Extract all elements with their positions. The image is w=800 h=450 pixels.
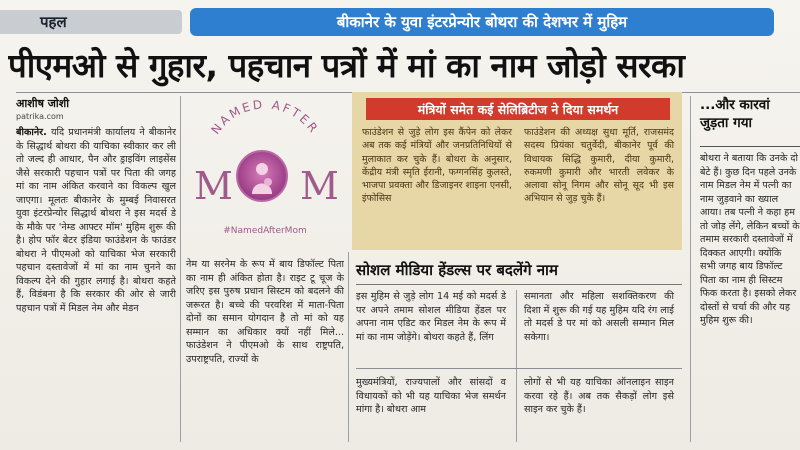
sidebar-title: ...और कारवां जुड़ता गया — [700, 97, 770, 131]
support-box — [352, 92, 682, 250]
article-column-1 — [16, 126, 176, 442]
social-left-top: इस मुहिम से जुड़े लोग 14 मई को मदर्स डे पर अपने तमाम सोशल मीडिया हेंडल पर अपना नाम एडिट कर मिडल नेम के रूप में मां का नाम जोड़ेंगे। बोथरा कहते हैं, लिंग — [356, 291, 506, 343]
dateline: बीकानेर. — [16, 127, 47, 138]
social-left-bottom: मुख्यमंत्रियों, राज्यपालों और सांसदों व विधायकों को भी यह याचिका भेज समर्थन मांगा है। बोथरा आम — [356, 377, 506, 415]
named-after-mom-logo — [186, 94, 344, 250]
headline: पीएमओ से गुहार, पहचान पत्रों में मां का नाम जोड़ो सरका — [8, 46, 685, 85]
support-box-title: मंत्रियों समेत कई सेलिब्रिटीज ने दिया समर्थन — [366, 98, 670, 120]
support-box-left: फाउंडेशन से जुड़े लोग इस कैंपेन को लेकर अब तक कई मंत्रियों और जनप्रतिनिधियों से मुलाकात कर चुके हैं। बोथरा के अनुसार, केंद्रीय मंत्री स्मृति ईरानी, फग्गनसिंह कुलस्ते, भाजपा प्रवक्ता और डिजाइनर शाइना एनसी, इंफोसिस — [362, 127, 512, 205]
svg-text:NAMED AFTER: NAMED AFTER — [208, 98, 322, 137]
social-title-rule — [356, 284, 682, 285]
mother-child-icon — [236, 150, 288, 202]
logo-letter-left: M — [194, 164, 233, 208]
social-mid-rule — [356, 368, 682, 369]
logo-arc-text — [186, 98, 344, 158]
section-label: पहल — [0, 10, 182, 34]
support-box-right: फाउंडेशन की अध्यक्ष सुधा मूर्ति, राजसमंद सदस्य प्रियंका चतुर्वेदी, बीकानेर पूर्व की विधायक सिद्धि कुमारी, दीया कुमारी, रुकमणी कुमारी और भारती लवेकर के अलावा सोनू निगम और सोनू सूद भी इस अभियान से जुड़ चुके हैं। — [524, 127, 674, 205]
author-name: आशीष जोशी — [16, 97, 70, 110]
column-rule-4 — [690, 96, 691, 442]
social-section-title: सोशल मीडिया हेंडल्स पर बदलेंगे नाम — [356, 261, 558, 279]
column-rule-3 — [516, 290, 517, 442]
column-rule-2 — [348, 252, 349, 442]
byline — [16, 96, 176, 121]
social-right-top: समानता और महिला सशक्तिकरण की दिशा में शुरू की गई यह मुहिम यदि रंग लाई तो मदर्स डे पर मां को असली सम्मान मिल सकेगा। — [524, 291, 674, 343]
site-name: patrika.com — [16, 112, 64, 121]
sidebar-title-rule — [700, 146, 800, 147]
social-right-bottom: लोगों से भी यह याचिका ऑनलाइन साइन करवा रहे हैं। अब तक सैकड़ों लोग इसे साइन कर चुके हैं। — [524, 377, 674, 415]
top-bar — [0, 6, 800, 38]
article-column-1-body: यदि प्रधानमंत्री कार्यालय ने बीकानेर के सिद्धार्थ बोथरा की याचिका स्वीकार कर ली तो जल्द ही आधार, पैन और ड्राइविंग लाइसेंस जैसे सरकारी पहचान पत्रों पर पिता की जगह मां का नाम अंकित करवाने का विकल्प खुल जाएगा। मूलतः बीकानेर के मुम्बई निवासरत युवा इंटरप्रेन्योर सिद्धार्थ बोथरा ने इस मदर्स डे के मौके पर 'नेम्ड आफ्टर मॉम' मुहिम शुरू की है। होप फॉर बेटर इंडिया फाउंडेशन के फाउंडर बोथरा ने पीएमओ को याचिका भेज सरकारी पहचान दस्तावेजों में मां का नाम चुनने का विकल्प देने की गुहार लगाई है। बोथरा कहते हैं, विडंबना है कि सरकार की ओर से जारी पहचान पत्रों में मिडल नेम और मेडन — [16, 127, 176, 314]
kicker-banner: बीकानेर के युवा इंटरप्रेन्योर बोथरा की देशभर में मुहिम — [190, 8, 774, 36]
article-column-2: नेम या सरनेम के रूप में बाय डिफॉल्ट पिता का नाम ही अंकित होता है। राइट टू चूज के जरिए इस पुरुष प्रधान सिस्टम को बदलने की जरूरत है। बच्चे की परवरिश में माता-पिता दोनों का समान योगदान है तो मां को यह सम्मान का अधिकार क्यों नहीं मिले... फाउंडेशन ने पीएमओ के साथ राष्ट्रपति, उपराष्ट्रपति, राज्यों के — [186, 259, 344, 365]
column-rule-1 — [180, 96, 181, 442]
logo-letter-right: M — [300, 164, 339, 208]
logo-hashtag: #NamedAfterMom — [223, 226, 307, 236]
sidebar-body: बोथरा ने बताया कि उनके दो बेटे हैं। कुछ दिन पहले उनके नाम मिडल नेम में पत्नी का नाम जुड़वाने का ख्याल आया। तब पत्नी ने कहा हम तो जोड़ लेंगे, लेकिन बच्चों के तमाम सरकारी दस्तावेजों में दिक्कत आएगी। क्योंकि सभी जगह बाय डिफॉल्ट पिता का नाम ही सिस्टम फिक करता है। इसको लेकर दोस्तों से चर्चा की और यह मुहिम शुरू की। — [700, 153, 800, 326]
